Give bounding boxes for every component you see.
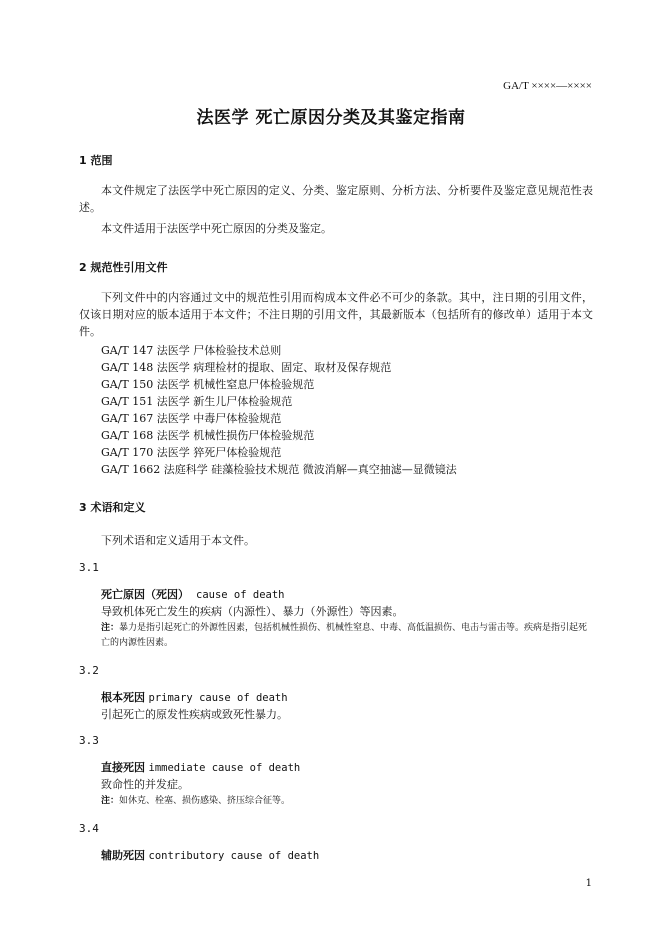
term-english: immediate cause of death: [148, 762, 301, 774]
term-title: [101, 759, 300, 775]
section-heading-normative-references: 2 规范性引用文件: [79, 261, 168, 274]
reference-item: GA/T 167 法医学 中毒尸体检验规范: [101, 412, 282, 425]
term-number: 3.2: [79, 664, 99, 677]
term-number: 3.1: [79, 561, 99, 574]
reference-item: GA/T 148 法医学 病理检材的提取、固定、取材及保存规范: [101, 361, 392, 374]
term-chinese: 根本死因: [101, 691, 145, 704]
term-title: [101, 586, 285, 602]
section-heading-scope: 1 范围: [79, 154, 113, 167]
term-number: 3.4: [79, 822, 99, 835]
reference-item: GA/T 147 法医学 尸体检验技术总则: [101, 344, 282, 357]
term-definition: 导致机体死亡发生的疾病（内源性）、暴力（外源性）等因素。: [101, 605, 404, 618]
section-heading-terms-definitions: 3 术语和定义: [79, 501, 146, 514]
scope-paragraph-2: 本文件适用于法医学中死亡原因的分类及鉴定。: [101, 222, 332, 235]
scope-paragraph-1: 本文件规定了法医学中死亡原因的定义、分类、鉴定原则、分析方法、分析要件及鉴定意见规范性表述。: [79, 184, 593, 214]
term-number: 3.3: [79, 734, 99, 747]
note-text: 如休克、栓塞、损伤感染、挤压综合征等。: [119, 796, 291, 806]
term-chinese: 死亡原因（死因）: [101, 588, 189, 601]
reference-item: GA/T 151 法医学 新生儿尸体检验规范: [101, 395, 293, 408]
term-definition: 引起死亡的原发性疾病或致死性暴力。: [101, 708, 288, 721]
term-note: [101, 621, 593, 651]
references-paragraph: 下列文件中的内容通过文中的规范性引用而构成本文件必不可少的条款。其中，注日期的引用文件，仅该日期对应的版本适用于本文件；不注日期的引用文件，其最新版本（包括所有的修改单）适用于本文件。: [79, 291, 593, 338]
note-label: 注：: [101, 623, 120, 633]
term-title: [101, 689, 288, 705]
reference-item: GA/T 1662 法庭科学 硅藻检验技术规范 微波消解—真空抽滤—显微镜法: [101, 463, 457, 476]
terms-intro: 下列术语和定义适用于本文件。: [101, 534, 255, 547]
term-note: [101, 794, 593, 809]
term-english: primary cause of death: [148, 692, 288, 704]
term-english: contributory cause of death: [148, 850, 320, 862]
term-definition: 致命性的并发症。: [101, 778, 189, 791]
term-english: cause of death: [196, 589, 285, 601]
term-title: [101, 847, 319, 863]
reference-item: GA/T 168 法医学 机械性损伤尸体检验规范: [101, 429, 315, 442]
page-number: 1: [585, 878, 592, 889]
term-chinese: 辅助死因: [101, 849, 145, 862]
note-text: 暴力是指引起死亡的外源性因素，包括机械性损伤、机械性窒息、中毒、高低温损伤、电击与雷击等。疾病是指引起死亡的内源性因素。: [101, 623, 588, 648]
document-code: GA/T ××××—××××: [503, 80, 592, 92]
document-title: 法医学 死亡原因分类及其鉴定指南: [196, 108, 466, 128]
reference-item: GA/T 170 法医学 猝死尸体检验规范: [101, 446, 282, 459]
reference-item: GA/T 150 法医学 机械性窒息尸体检验规范: [101, 378, 315, 391]
note-label: 注：: [101, 796, 120, 806]
term-chinese: 直接死因: [101, 761, 145, 774]
